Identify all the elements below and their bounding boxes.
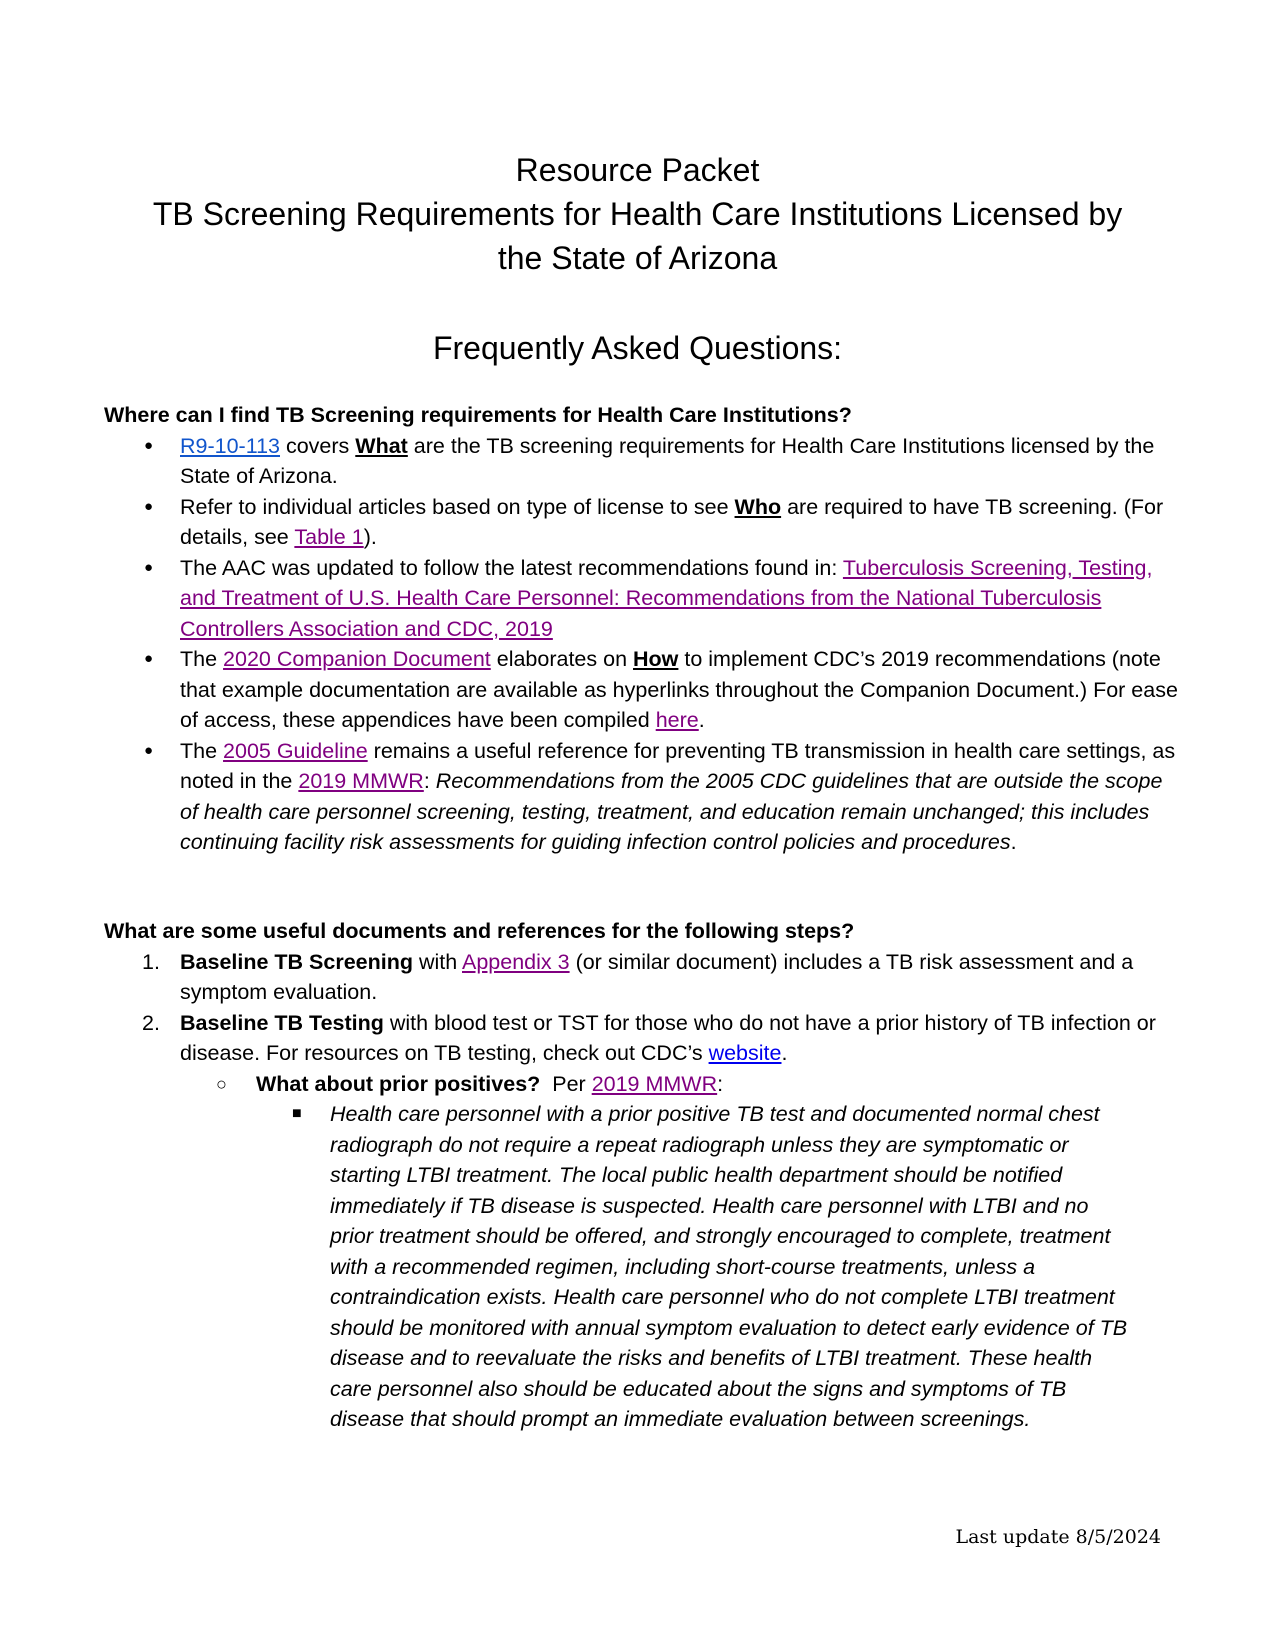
title-line-3: the State of Arizona — [497, 240, 778, 276]
text-span: Per — [540, 1071, 592, 1096]
text-span: The AAC was updated to follow the latest recommendations found in: — [180, 555, 843, 580]
text-span: are the TB screening requirements for Health Care Institutions licensed by the State of Arizona. — [180, 433, 1155, 488]
section-useful-documents — [104, 916, 1179, 1435]
text-span: are required to have TB screening. (For details, see — [180, 494, 1164, 549]
text-span: The — [180, 738, 224, 763]
sub-list — [180, 1069, 1180, 1435]
emphasis-how: How — [633, 647, 679, 671]
step-title: Baseline TB Screening — [180, 949, 413, 974]
table-1-link[interactable]: Table 1 — [294, 525, 364, 549]
prior-positives-heading: What about prior positives? — [256, 1071, 541, 1096]
text-span: The — [180, 647, 224, 671]
text-span: with blood test or TST for those who do not have a prior history of TB infection or disease. For resources on TB testing, check out CDC’s — [180, 1010, 1156, 1065]
list-item — [104, 1008, 1180, 1435]
steps-list — [104, 947, 1179, 1435]
sub-sub-list — [256, 1099, 1180, 1435]
text-span: with — [413, 949, 462, 974]
text-span: remains a useful reference for preventing TB transmission in health care settings, as noted in the — [180, 738, 1176, 793]
text-span: Refer to individual articles based on type of license to see — [180, 494, 735, 519]
text-span: to implement CDC’s 2019 recommendations (note that example documentation are available as hyperlinks throughout the Companion Document.) For ease of access, these appendices have been compiled — [180, 647, 1178, 732]
list-item — [180, 1069, 1180, 1435]
text-span: . — [698, 708, 705, 732]
question-heading: Where can I find TB Screening requirements for Health Care Institutions? — [104, 403, 852, 427]
document-title — [100, 148, 1175, 280]
text-span: ). — [363, 525, 377, 549]
mmwr-2019-link[interactable]: 2019 MMWR — [591, 1071, 718, 1096]
text-span: (or similar document) includes a TB risk assessment and a symptom evaluation. — [180, 949, 1134, 1004]
section-where-requirements — [104, 400, 1179, 858]
text-span: elaborates on — [490, 647, 634, 671]
list-item — [104, 553, 1180, 645]
title-line-2: TB Screening Requirements for Health Care Institutions Licensed by — [152, 196, 1123, 232]
last-update-footer: Last update 8/5/2024 — [955, 1526, 1161, 1548]
cdc-2019-recommendations-link[interactable]: Tuberculosis Screening, Testing, and Treatment of U.S. Health Care Personnel: Recommendations from the National Tuberculosis Controllers Association and CDC, 2019 — [180, 555, 1153, 641]
step-title: Baseline TB Testing — [180, 1010, 384, 1035]
italic-quote: Recommendations from the 2005 CDC guidelines that are outside the scope of health care personnel screening, testing, treatment, and education remain unchanged; this includes continuing facility risk assessments for guiding infection control policies and procedures — [180, 769, 1163, 854]
list-item — [104, 644, 1180, 736]
text-span: covers — [280, 433, 356, 458]
list-item — [104, 736, 1180, 858]
question-heading: What are some useful documents and references for the following steps? — [104, 919, 855, 943]
list-item — [104, 492, 1180, 553]
text-span: : — [717, 1071, 724, 1096]
step-number: 1. — [142, 949, 160, 974]
appendix-3-link[interactable]: Appendix 3 — [462, 949, 570, 974]
r9-10-113-link[interactable]: R9-10-113 — [180, 433, 280, 458]
emphasis-who: Who — [734, 494, 782, 519]
appendices-here-link[interactable]: here — [655, 708, 699, 732]
text-span: . — [1010, 830, 1017, 854]
text-span: : — [423, 769, 436, 793]
step-number: 2. — [142, 1010, 160, 1035]
faq-heading: Frequently Asked Questions: — [432, 330, 843, 366]
title-line-1: Resource Packet — [515, 152, 760, 188]
guideline-2005-link[interactable]: 2005 Guideline — [223, 738, 368, 763]
cdc-website-link[interactable]: website — [708, 1041, 782, 1065]
mmwr-quote: ■ Health care personnel with a prior positive TB test and documented normal chest radiograph do not require a repeat radiograph unless they are symptomatic or starting LTBI treatment. The local public health department should be notified immediately if TB disease is suspected. Health care personnel with LTBI and no prior treatment should be offered, and strongly encouraged to complete, treatment with a recommended regimen, including short-course treatments, unless a contraindication exists. Health care personnel who do not complete LTBI treatment should be monitored with annual symptom evaluation to detect early evidence of TB disease and to reevaluate the risks and benefits of LTBI treatment. These health care personnel also should be educated about the signs and symptoms of TB disease that should prompt an immediate evaluation between screenings. — [256, 1099, 1135, 1435]
list-item — [104, 431, 1180, 492]
text-span: . — [781, 1041, 788, 1065]
emphasis-what: What — [355, 433, 408, 458]
companion-document-link[interactable]: 2020 Companion Document — [223, 647, 491, 671]
mmwr-2019-link[interactable]: 2019 MMWR — [298, 769, 424, 793]
list-item — [104, 947, 1180, 1008]
bullet-list — [104, 431, 1179, 858]
